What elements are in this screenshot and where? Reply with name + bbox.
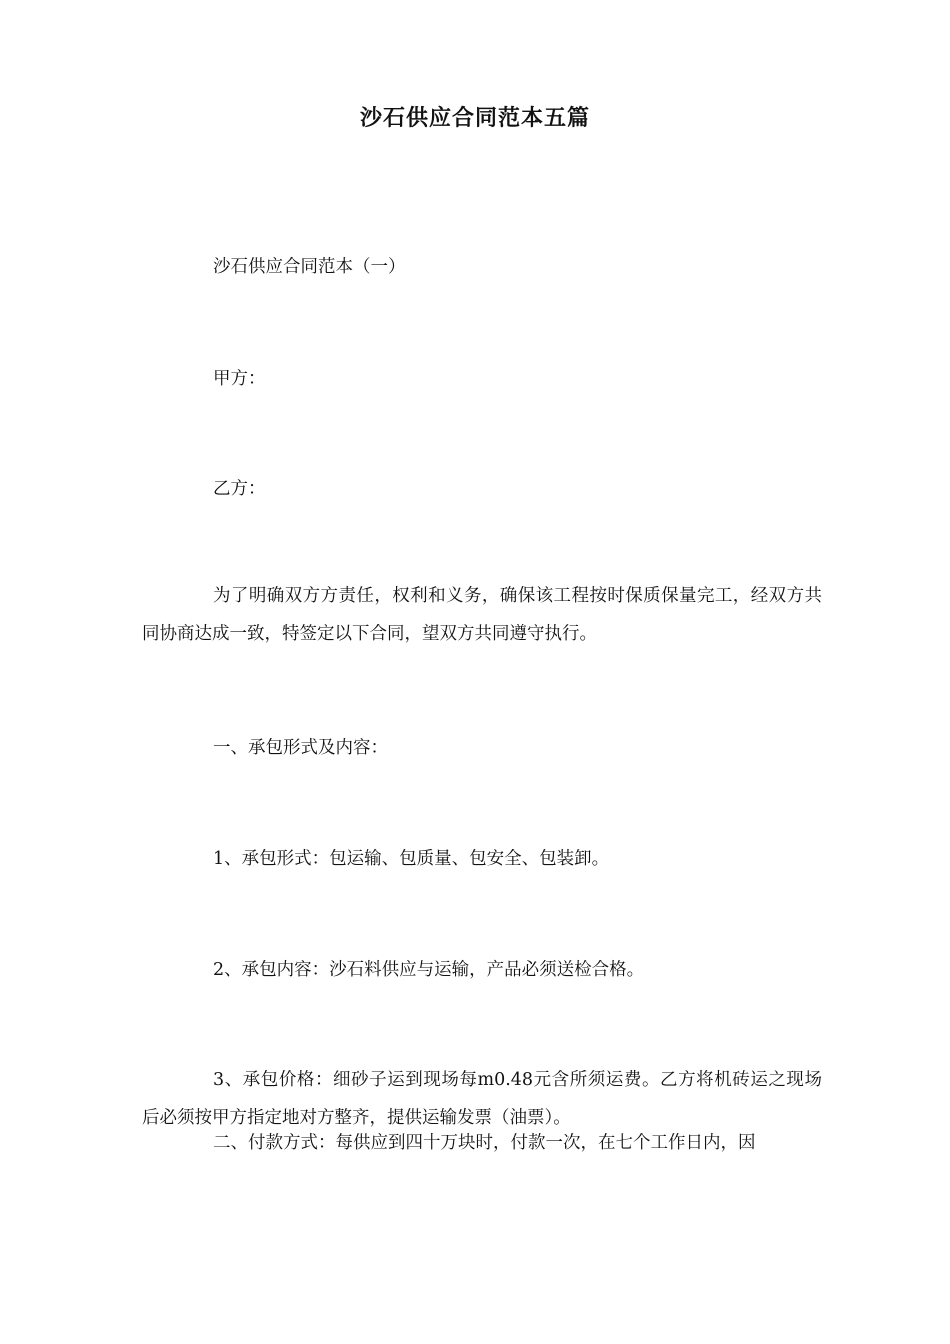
party-b-label: 乙方： [213,479,266,499]
party-a-label: 甲方： [213,369,266,389]
preamble-paragraph: 为了明确双方方责任，权利和义务，确保该工程按时保质保量完工，经双方共同协商达成一致，特签定以下合同，望双方共同遵守执行。 [142,586,822,644]
document-title: 沙石供应合同范本五篇 [359,105,590,131]
clause-two-payment: 二、付款方式：每供应到四十万块时，付款一次，在七个工作日内，因 [213,1133,756,1153]
clause-item-1: 1、承包形式：包运输、包质量、包安全、包装卸。 [213,849,610,869]
clause-one-heading: 一、承包形式及内容： [213,738,388,758]
clause-item-3: 3、承包价格：细砂子运到现场每m0.48元含所须运费。乙方将机砖运之现场后必须按甲方指定地对方整齐，提供运输发票（油票）。 [142,1070,822,1128]
clause-item-2: 2、承包内容：沙石料供应与运输，产品必须送检合格。 [213,960,645,980]
section-heading-contract-one: 沙石供应合同范本（一） [213,257,406,277]
